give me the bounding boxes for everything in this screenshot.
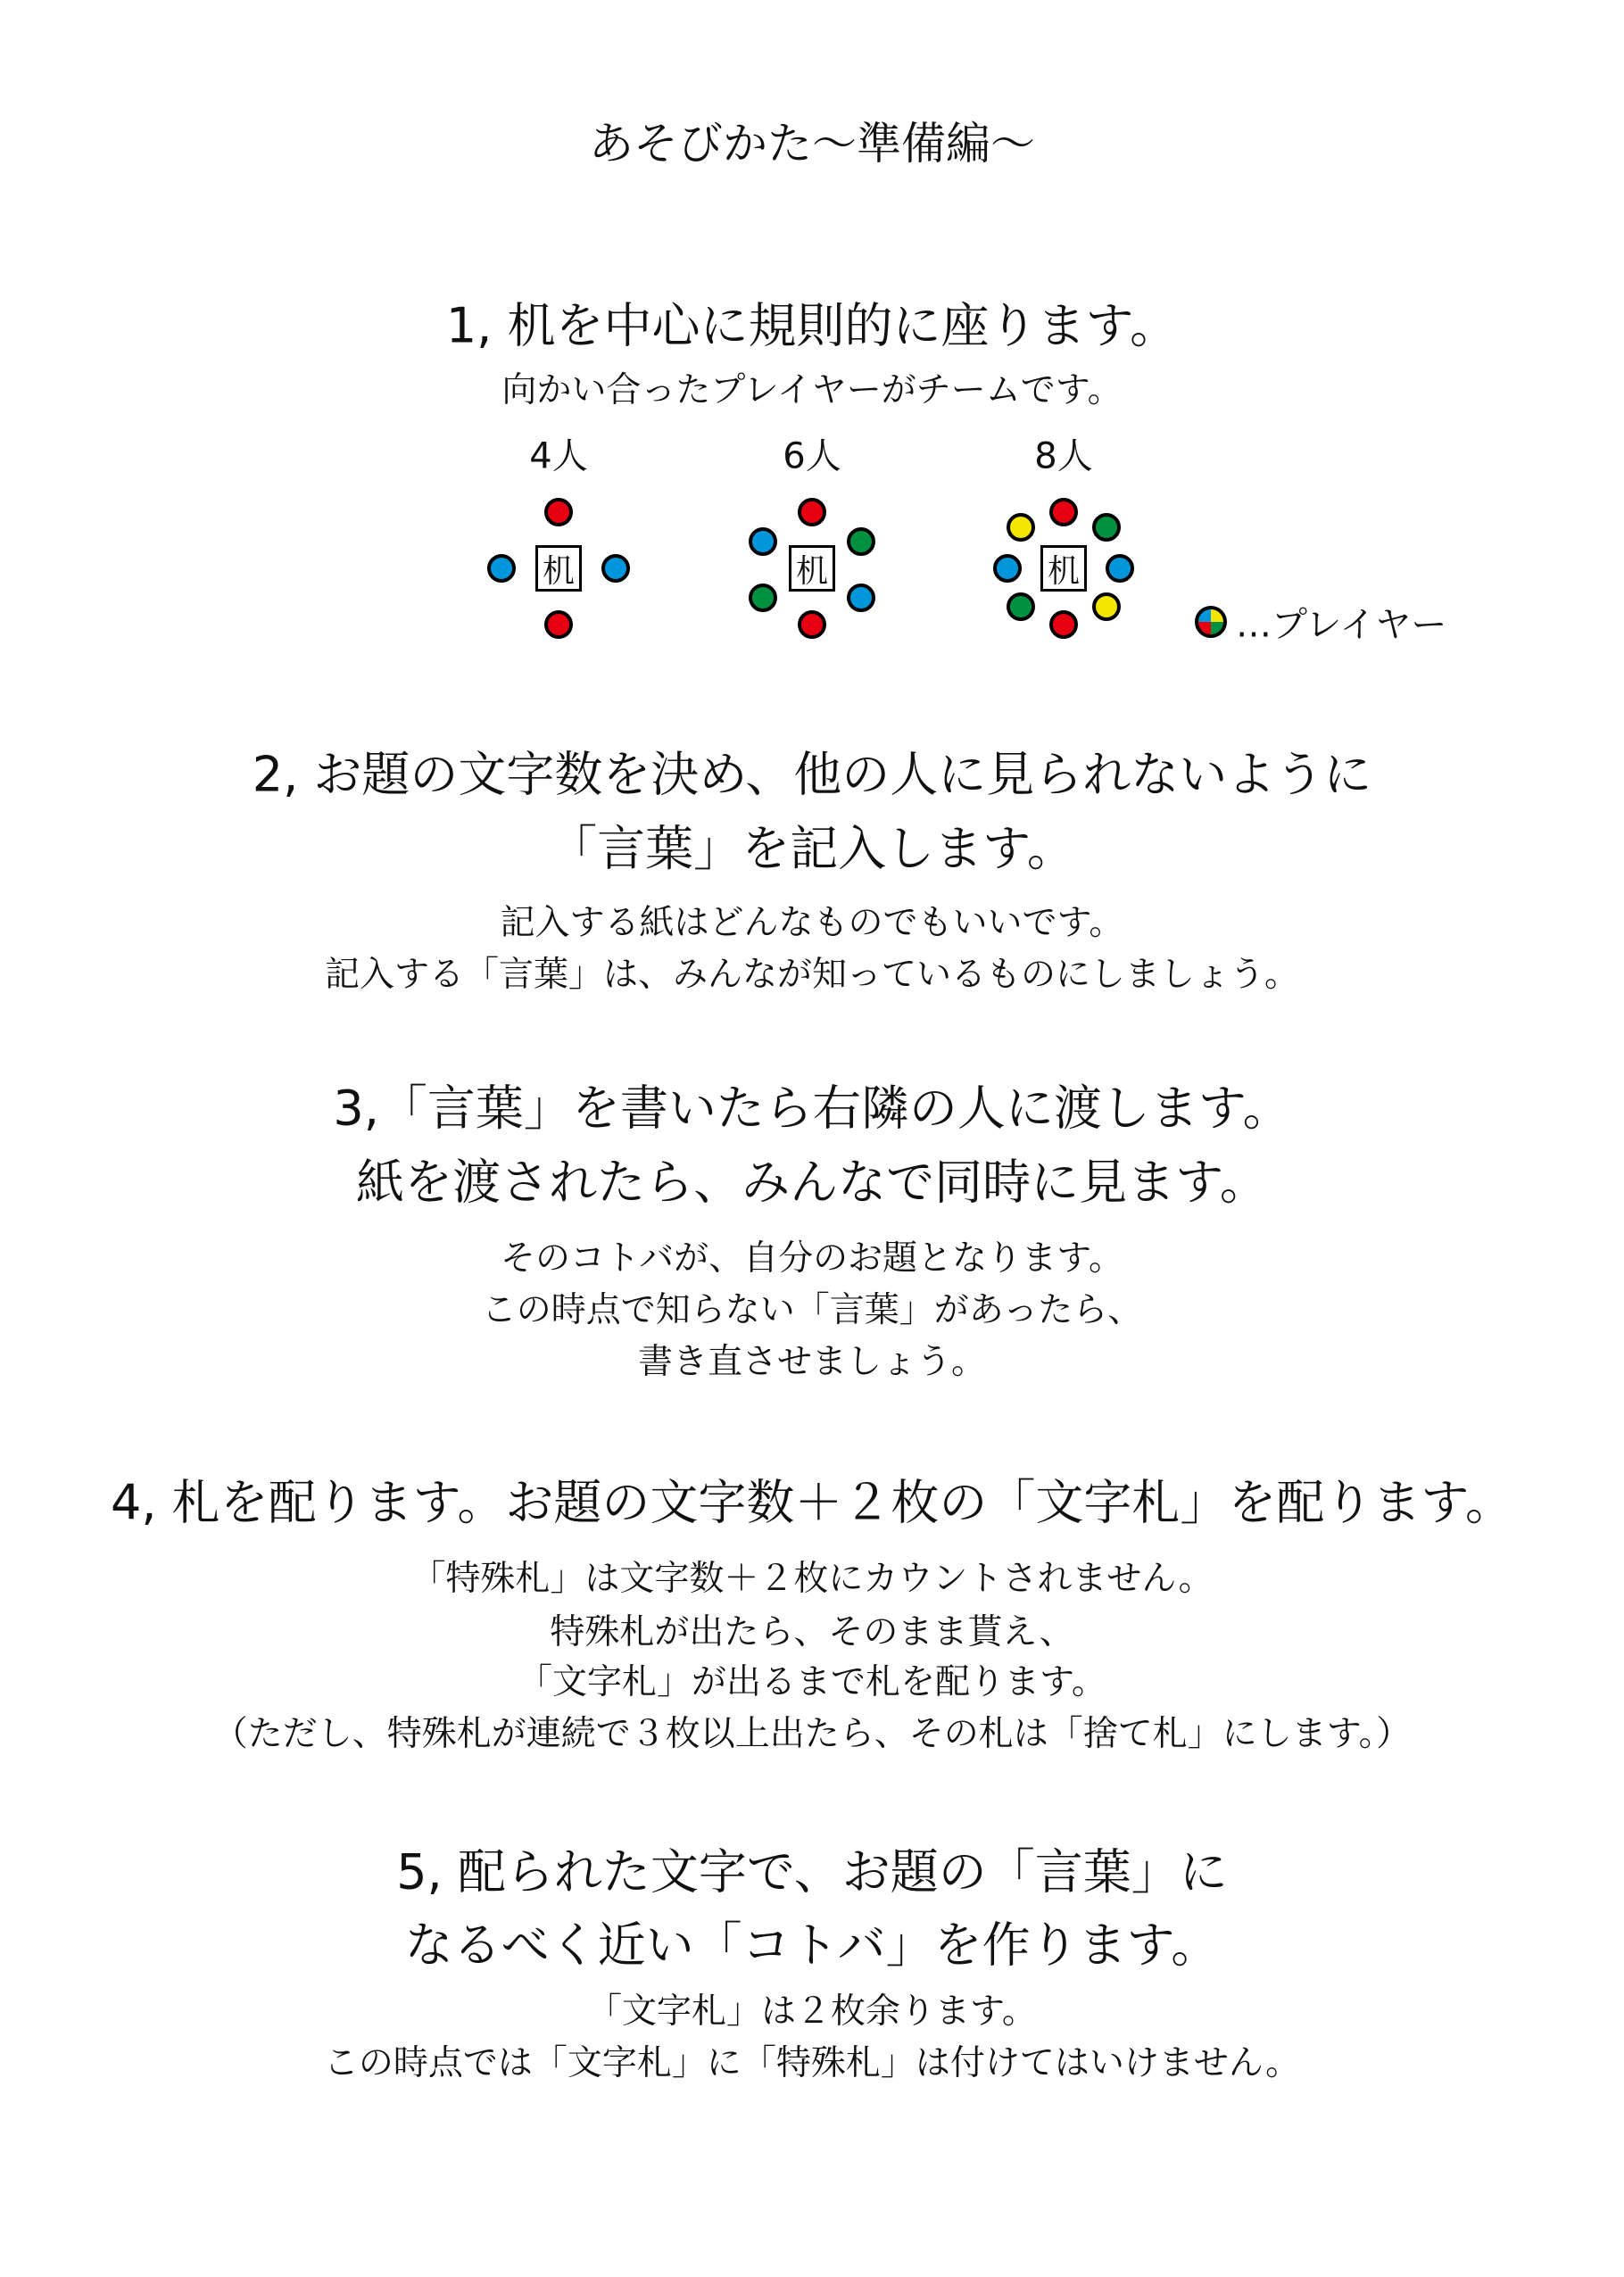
player-red-icon xyxy=(798,610,826,639)
desk: 机 xyxy=(1040,545,1087,592)
step1-sub: 向かい合ったプレイヤーがチームです。 xyxy=(501,370,1123,410)
player-green-icon xyxy=(847,527,875,556)
step4-sub-line: 「特殊札」は文字数＋２枚にカウントされません。 xyxy=(410,1559,1214,1599)
player-yellow-icon xyxy=(1007,513,1035,542)
player-blue-icon xyxy=(993,554,1022,583)
player-green-icon xyxy=(1092,513,1121,542)
step2-heading-line: 2, お題の文字数を決め、他の人に見られないように xyxy=(252,746,1372,803)
player-yellow-icon xyxy=(1092,592,1121,621)
player-red-icon xyxy=(1049,498,1078,526)
step4-sub-line: 「文字札」が出るまで札を配ります。 xyxy=(518,1662,1106,1702)
diagram-label: 8人 xyxy=(1034,435,1093,477)
player-red-icon xyxy=(798,498,826,526)
player-blue-icon xyxy=(601,554,630,583)
step3-sub-line: 書き直させましょう。 xyxy=(637,1342,986,1382)
diagram-label: 4人 xyxy=(529,435,588,477)
player-red-icon xyxy=(544,610,573,639)
step4-heading-line: 4, 札を配ります。お題の文字数＋２枚の「文字札」を配ります。 xyxy=(110,1474,1514,1531)
player-red-icon xyxy=(1049,610,1078,639)
step4-sub-line: （ただし、特殊札が連続で３枚以上出たら、その札は「捨て札」にします。） xyxy=(212,1714,1412,1754)
player-legend-label: …プレイヤー xyxy=(1236,604,1447,646)
step1-heading: 1, 机を中心に規則的に座ります。 xyxy=(445,297,1179,354)
step2-heading-line: 「言葉」を記入します。 xyxy=(549,820,1075,877)
step2-sub-line: 記入する「言葉」は、みんなが知っているものにしましょう。 xyxy=(324,955,1299,995)
step3-sub-line: この時点で知らない「言葉」があったら、 xyxy=(481,1290,1143,1330)
page-title: あそびかた〜準備編〜 xyxy=(589,118,1035,170)
player-green-icon xyxy=(1007,592,1035,621)
step5-sub-line: 「文字札」は２枚余ります。 xyxy=(587,1991,1037,2032)
step2-sub-line: 記入する紙はどんなものでもいいです。 xyxy=(500,903,1124,943)
desk: 机 xyxy=(535,545,582,592)
step3-sub-line: そのコトバが、自分のお題となります。 xyxy=(500,1238,1124,1279)
step5-heading-line: なるべく近い「コトバ」を作ります。 xyxy=(404,1917,1220,1974)
player-green-icon xyxy=(749,584,777,612)
player-blue-icon xyxy=(487,554,516,583)
player-legend-icon xyxy=(1195,606,1227,638)
step3-heading-line: 紙を渡されたら、みんなで同時に見ます。 xyxy=(356,1154,1268,1211)
step4-sub-line: 特殊札が出たら、そのまま貰え、 xyxy=(550,1612,1074,1652)
player-blue-icon xyxy=(847,584,875,612)
step5-sub-line: この時点では「文字札」に「特殊札」は付けてはいけません。 xyxy=(323,2043,1301,2083)
player-blue-icon xyxy=(749,527,777,556)
step5-heading-line: 5, 配られた文字で、お題の「言葉」に xyxy=(396,1843,1228,1900)
desk: 机 xyxy=(789,545,835,592)
step3-heading-line: 3,「言葉」を書いたら右隣の人に渡します。 xyxy=(333,1080,1291,1137)
player-red-icon xyxy=(544,498,573,526)
diagram-label: 6人 xyxy=(783,435,841,477)
player-blue-icon xyxy=(1106,554,1134,583)
